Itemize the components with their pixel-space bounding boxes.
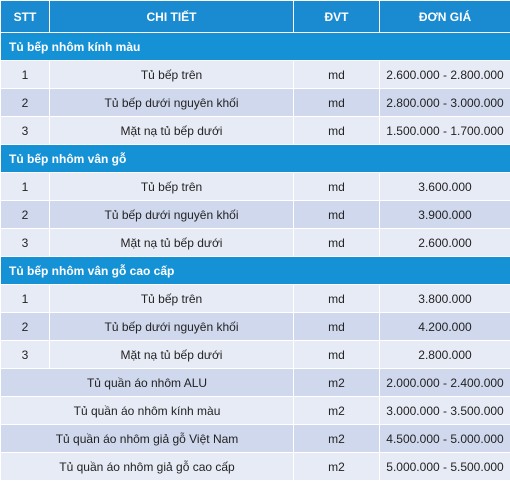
table-row [1,61,510,89]
table-row [1,397,510,425]
cell-stt: 2 [1,313,50,341]
cell-price: 2.800.000 [380,341,510,369]
table-row [1,285,510,313]
cell-stt: 3 [1,229,50,257]
cell-detail: Mặt nạ tủ bếp dưới [50,229,294,257]
header-price: ĐƠN GIÁ [380,1,510,33]
cell-unit: m2 [294,369,380,397]
cell-detail: Tủ quần áo nhôm kính màu [1,397,294,425]
table-row [1,89,510,117]
cell-price: 4.200.000 [380,313,510,341]
cell-price: 2.800.000 - 3.000.000 [380,89,510,117]
cell-unit: m2 [294,397,380,425]
cell-price: 5.000.000 - 5.500.000 [380,453,510,481]
cell-unit: md [294,89,380,117]
table-row [1,425,510,453]
section-title: Tủ bếp nhôm vân gỗ [1,145,510,173]
table-row [1,173,510,201]
cell-stt: 3 [1,117,50,145]
cell-unit: md [294,201,380,229]
cell-price: 3.600.000 [380,173,510,201]
table-row [1,341,510,369]
header-stt: STT [1,1,50,33]
section-header [1,257,510,285]
header-detail: CHI TIẾT [50,1,294,33]
cell-price: 3.800.000 [380,285,510,313]
cell-detail: Tủ bếp dưới nguyên khối [50,89,294,117]
cell-detail: Mặt nạ tủ bếp dưới [50,117,294,145]
section-title: Tủ bếp nhôm kính màu [1,33,510,61]
cell-stt: 2 [1,89,50,117]
cell-detail: Tủ quần áo nhôm giả gỗ cao cấp [1,453,294,481]
section-header [1,33,510,61]
cell-unit: md [294,229,380,257]
cell-detail: Tủ bếp trên [50,173,294,201]
cell-unit: m2 [294,453,380,481]
cell-unit: md [294,341,380,369]
table-row [1,117,510,145]
cell-unit: md [294,313,380,341]
cell-price: 1.500.000 - 1.700.000 [380,117,510,145]
cell-detail: Tủ bếp trên [50,61,294,89]
cell-stt: 2 [1,201,50,229]
cell-price: 2.600.000 [380,229,510,257]
cell-detail: Tủ bếp trên [50,285,294,313]
cell-unit: md [294,173,380,201]
table-row [1,369,510,397]
cell-price: 2.600.000 - 2.800.000 [380,61,510,89]
cell-detail: Tủ quần áo nhôm giả gỗ Việt Nam [1,425,294,453]
table-header-row [1,1,510,33]
cell-stt: 3 [1,341,50,369]
cell-unit: md [294,117,380,145]
cell-price: 2.000.000 - 2.400.000 [380,369,510,397]
cell-detail: Mặt nạ tủ bếp dưới [50,341,294,369]
section-title: Tủ bếp nhôm vân gỗ cao cấp [1,257,510,285]
table-row [1,453,510,481]
cell-unit: md [294,61,380,89]
cell-unit: m2 [294,425,380,453]
cell-unit: md [294,285,380,313]
cell-detail: Tủ quần áo nhôm ALU [1,369,294,397]
cell-stt: 1 [1,285,50,313]
cell-price: 4.500.000 - 5.000.000 [380,425,510,453]
cell-detail: Tủ bếp dưới nguyên khối [50,201,294,229]
cell-price: 3.900.000 [380,201,510,229]
header-unit: ĐVT [294,1,380,33]
table-row [1,313,510,341]
table-row [1,229,510,257]
table-row [1,201,510,229]
cell-price: 3.000.000 - 3.500.000 [380,397,510,425]
cell-detail: Tủ bếp dưới nguyên khối [50,313,294,341]
cell-stt: 1 [1,173,50,201]
cell-stt: 1 [1,61,50,89]
section-header [1,145,510,173]
